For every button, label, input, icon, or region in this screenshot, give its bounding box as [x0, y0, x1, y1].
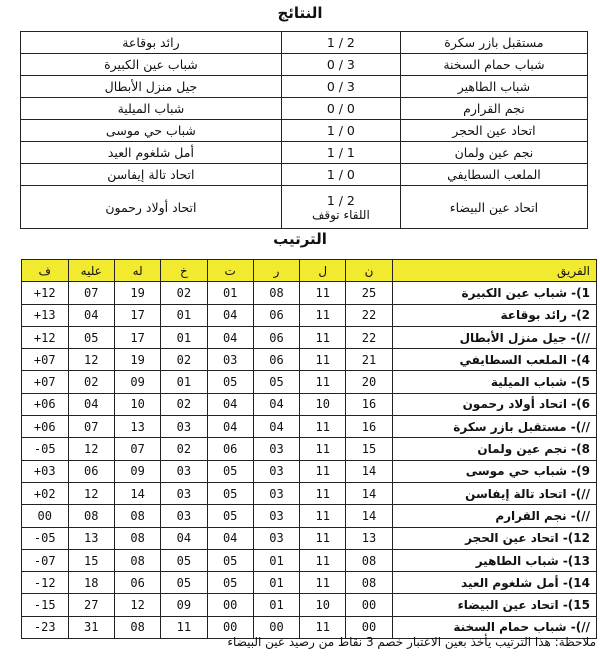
- standings-row: [22, 282, 597, 304]
- goals-for-cell: 10: [114, 393, 160, 415]
- away-team: شباب الميلية: [21, 98, 282, 120]
- goals-for-cell: 19: [114, 282, 160, 304]
- away-team: اتحاد تالة إيفاسن: [21, 164, 282, 186]
- away-team: شباب حي موسى: [21, 120, 282, 142]
- won-cell: 05: [253, 371, 299, 393]
- standings-row: [22, 416, 597, 438]
- goals-against-cell: 27: [68, 594, 114, 616]
- goals-for-cell: 17: [114, 326, 160, 348]
- drawn-cell: 05: [207, 572, 253, 594]
- played-cell: 11: [300, 438, 346, 460]
- played-cell: 11: [300, 282, 346, 304]
- won-cell: 03: [253, 438, 299, 460]
- lost-cell: 05: [161, 549, 207, 571]
- home-team: مستقبل بازر سكرة: [400, 32, 587, 54]
- header-points: ن: [346, 260, 392, 282]
- played-cell: 11: [300, 482, 346, 504]
- header-goals-against: عليه: [68, 260, 114, 282]
- score: 1 / 0: [326, 123, 355, 138]
- team-name: 6)- اتحاد أولاد رحمون: [392, 393, 596, 415]
- points-cell: 20: [346, 371, 392, 393]
- lost-cell: 05: [161, 572, 207, 594]
- points-cell: 16: [346, 393, 392, 415]
- header-goal-diff: ف: [22, 260, 69, 282]
- result-row: [21, 186, 588, 229]
- home-team: شباب الطاهير: [400, 76, 587, 98]
- played-cell: 11: [300, 371, 346, 393]
- points-cell: 00: [346, 616, 392, 638]
- standings-row: [22, 505, 597, 527]
- drawn-cell: 04: [207, 326, 253, 348]
- standings-table: [21, 259, 597, 639]
- goal-diff-cell: +06: [22, 416, 69, 438]
- won-cell: 03: [253, 505, 299, 527]
- points-cell: 14: [346, 460, 392, 482]
- score-cell: [281, 186, 400, 229]
- goals-for-cell: 08: [114, 527, 160, 549]
- goals-for-cell: 09: [114, 371, 160, 393]
- points-cell: 25: [346, 282, 392, 304]
- goals-for-cell: 06: [114, 572, 160, 594]
- standings-row: [22, 482, 597, 504]
- won-cell: 06: [253, 304, 299, 326]
- score: 0 / 3: [326, 79, 355, 94]
- goal-diff-cell: +13: [22, 304, 69, 326]
- result-row: [21, 76, 588, 98]
- home-team: نجم القرارم: [400, 98, 587, 120]
- played-cell: 11: [300, 349, 346, 371]
- goal-diff-cell: +02: [22, 482, 69, 504]
- goals-against-cell: 12: [68, 349, 114, 371]
- team-name: //)- شباب حمام السخنة: [392, 616, 596, 638]
- goal-diff-cell: +12: [22, 282, 69, 304]
- lost-cell: 03: [161, 482, 207, 504]
- goals-for-cell: 08: [114, 616, 160, 638]
- team-name: 15)- اتحاد عين البيضاء: [392, 594, 596, 616]
- team-name: //)- نجم القرارم: [392, 505, 596, 527]
- header-goals-for: له: [114, 260, 160, 282]
- goals-against-cell: 12: [68, 482, 114, 504]
- header-drawn: ت: [207, 260, 253, 282]
- results-table: [20, 31, 588, 229]
- header-won: ر: [253, 260, 299, 282]
- away-team: جيل منزل الأبطال: [21, 76, 282, 98]
- played-cell: 11: [300, 304, 346, 326]
- team-name: 8)- نجم عين ولمان: [392, 438, 596, 460]
- result-row: [21, 142, 588, 164]
- standings-row: [22, 549, 597, 571]
- played-cell: 11: [300, 460, 346, 482]
- goals-against-cell: 18: [68, 572, 114, 594]
- away-team: شباب عين الكبيرة: [21, 54, 282, 76]
- won-cell: 04: [253, 416, 299, 438]
- drawn-cell: 03: [207, 349, 253, 371]
- goal-diff-cell: -05: [22, 527, 69, 549]
- goals-against-cell: 04: [68, 304, 114, 326]
- standings-row: [22, 527, 597, 549]
- drawn-cell: 05: [207, 505, 253, 527]
- away-team: أمل شلغوم العيد: [21, 142, 282, 164]
- drawn-cell: 04: [207, 304, 253, 326]
- score-cell: [281, 164, 400, 186]
- goals-for-cell: 14: [114, 482, 160, 504]
- home-team: اتحاد عين الحجر: [400, 120, 587, 142]
- standings-header-row: [22, 260, 597, 282]
- home-team: نجم عين ولمان: [400, 142, 587, 164]
- result-row: [21, 120, 588, 142]
- played-cell: 11: [300, 549, 346, 571]
- header-played: ل: [300, 260, 346, 282]
- drawn-cell: 04: [207, 393, 253, 415]
- goal-diff-cell: +07: [22, 349, 69, 371]
- result-row: [21, 32, 588, 54]
- goal-diff-cell: -23: [22, 616, 69, 638]
- goals-for-cell: 08: [114, 549, 160, 571]
- goals-for-cell: 12: [114, 594, 160, 616]
- score: 1 / 1: [326, 145, 355, 160]
- goals-against-cell: 06: [68, 460, 114, 482]
- won-cell: 03: [253, 527, 299, 549]
- standings-row: [22, 371, 597, 393]
- goals-against-cell: 02: [68, 371, 114, 393]
- played-cell: 11: [300, 527, 346, 549]
- lost-cell: 03: [161, 416, 207, 438]
- standings-row: [22, 460, 597, 482]
- goals-against-cell: 08: [68, 505, 114, 527]
- goal-diff-cell: 00: [22, 505, 69, 527]
- points-cell: 15: [346, 438, 392, 460]
- goals-for-cell: 09: [114, 460, 160, 482]
- won-cell: 04: [253, 393, 299, 415]
- score-cell: [281, 76, 400, 98]
- points-cell: 21: [346, 349, 392, 371]
- goals-against-cell: 15: [68, 549, 114, 571]
- score: 0 / 0: [326, 101, 355, 116]
- goal-diff-cell: +07: [22, 371, 69, 393]
- played-cell: 11: [300, 326, 346, 348]
- played-cell: 11: [300, 572, 346, 594]
- goal-diff-cell: +06: [22, 393, 69, 415]
- team-name: 12)- اتحاد عين الحجر: [392, 527, 596, 549]
- points-cell: 08: [346, 572, 392, 594]
- result-row: [21, 54, 588, 76]
- match-stopped-note: اللقاء توقف: [311, 207, 370, 222]
- team-name: 14)- أمل شلغوم العيد: [392, 572, 596, 594]
- played-cell: 10: [300, 393, 346, 415]
- goals-against-cell: 12: [68, 438, 114, 460]
- won-cell: 06: [253, 326, 299, 348]
- score: 1 / 2: [326, 192, 355, 208]
- drawn-cell: 01: [207, 282, 253, 304]
- home-team: شباب حمام السخنة: [400, 54, 587, 76]
- standings-row: [22, 572, 597, 594]
- lost-cell: 11: [161, 616, 207, 638]
- home-team: اتحاد عين البيضاء: [400, 186, 587, 229]
- standings-row: [22, 304, 597, 326]
- score: 0 / 3: [326, 57, 355, 72]
- played-cell: 11: [300, 505, 346, 527]
- points-cell: 22: [346, 304, 392, 326]
- lost-cell: 01: [161, 304, 207, 326]
- away-team: رائد بوقاعة: [21, 32, 282, 54]
- standings-row: [22, 594, 597, 616]
- won-cell: 08: [253, 282, 299, 304]
- drawn-cell: 05: [207, 460, 253, 482]
- team-name: 2)- رائد بوقاعة: [392, 304, 596, 326]
- goals-for-cell: 13: [114, 416, 160, 438]
- team-name: 13)- شباب الطاهير: [392, 549, 596, 571]
- goals-against-cell: 05: [68, 326, 114, 348]
- team-name: 4)- الملعب السطايفي: [392, 349, 596, 371]
- lost-cell: 01: [161, 326, 207, 348]
- goal-diff-cell: -05: [22, 438, 69, 460]
- won-cell: 01: [253, 549, 299, 571]
- lost-cell: 02: [161, 393, 207, 415]
- team-name: 5)- شباب الميلية: [392, 371, 596, 393]
- results-title: النتائج: [277, 4, 323, 22]
- score-cell: [281, 54, 400, 76]
- points-cell: 14: [346, 505, 392, 527]
- drawn-cell: 04: [207, 527, 253, 549]
- played-cell: 11: [300, 616, 346, 638]
- goals-for-cell: 08: [114, 505, 160, 527]
- drawn-cell: 04: [207, 416, 253, 438]
- goals-against-cell: 07: [68, 282, 114, 304]
- points-cell: 13: [346, 527, 392, 549]
- header-team: الفريق: [392, 260, 596, 282]
- lost-cell: 01: [161, 371, 207, 393]
- header-lost: خ: [161, 260, 207, 282]
- result-row: [21, 98, 588, 120]
- score: 1 / 2: [326, 35, 355, 50]
- standings-row: [22, 438, 597, 460]
- points-cell: 08: [346, 549, 392, 571]
- played-cell: 10: [300, 594, 346, 616]
- lost-cell: 09: [161, 594, 207, 616]
- footnote: ملاحظة: هذا الترتيب يأخذ بعين الاعتبار خصم 3 نقاط من رصيد عين البيضاء: [227, 635, 596, 649]
- away-team: اتحاد أولاد رحمون: [21, 186, 282, 229]
- lost-cell: 04: [161, 527, 207, 549]
- standings-title: الترتيب: [273, 230, 327, 248]
- won-cell: 01: [253, 594, 299, 616]
- team-name: //)- مستقبل بازر سكرة: [392, 416, 596, 438]
- goals-for-cell: 07: [114, 438, 160, 460]
- goal-diff-cell: +12: [22, 326, 69, 348]
- goals-against-cell: 31: [68, 616, 114, 638]
- score-cell: [281, 32, 400, 54]
- standings-row: [22, 393, 597, 415]
- goal-diff-cell: -12: [22, 572, 69, 594]
- score: 1 / 0: [326, 167, 355, 182]
- result-row: [21, 164, 588, 186]
- team-name: 9)- شباب حي موسى: [392, 460, 596, 482]
- points-cell: 00: [346, 594, 392, 616]
- drawn-cell: 00: [207, 616, 253, 638]
- lost-cell: 02: [161, 282, 207, 304]
- lost-cell: 03: [161, 505, 207, 527]
- drawn-cell: 06: [207, 438, 253, 460]
- drawn-cell: 00: [207, 594, 253, 616]
- score-cell: [281, 98, 400, 120]
- points-cell: 14: [346, 482, 392, 504]
- goal-diff-cell: -07: [22, 549, 69, 571]
- team-name: //)- اتحاد تالة إيفاسن: [392, 482, 596, 504]
- standings-row: [22, 326, 597, 348]
- team-name: 1)- شباب عين الكبيرة: [392, 282, 596, 304]
- goals-for-cell: 19: [114, 349, 160, 371]
- points-cell: 22: [346, 326, 392, 348]
- team-name: //)- جيل منزل الأبطال: [392, 326, 596, 348]
- standings-row: [22, 349, 597, 371]
- drawn-cell: 05: [207, 482, 253, 504]
- won-cell: 03: [253, 460, 299, 482]
- drawn-cell: 05: [207, 371, 253, 393]
- points-cell: 16: [346, 416, 392, 438]
- goals-for-cell: 17: [114, 304, 160, 326]
- won-cell: 00: [253, 616, 299, 638]
- won-cell: 01: [253, 572, 299, 594]
- score-cell: [281, 120, 400, 142]
- lost-cell: 03: [161, 460, 207, 482]
- goals-against-cell: 04: [68, 393, 114, 415]
- won-cell: 03: [253, 482, 299, 504]
- drawn-cell: 05: [207, 549, 253, 571]
- score-cell: [281, 142, 400, 164]
- goal-diff-cell: +03: [22, 460, 69, 482]
- played-cell: 11: [300, 416, 346, 438]
- won-cell: 06: [253, 349, 299, 371]
- lost-cell: 02: [161, 438, 207, 460]
- home-team: الملعب السطايفي: [400, 164, 587, 186]
- goal-diff-cell: -15: [22, 594, 69, 616]
- goals-against-cell: 13: [68, 527, 114, 549]
- goals-against-cell: 07: [68, 416, 114, 438]
- lost-cell: 02: [161, 349, 207, 371]
